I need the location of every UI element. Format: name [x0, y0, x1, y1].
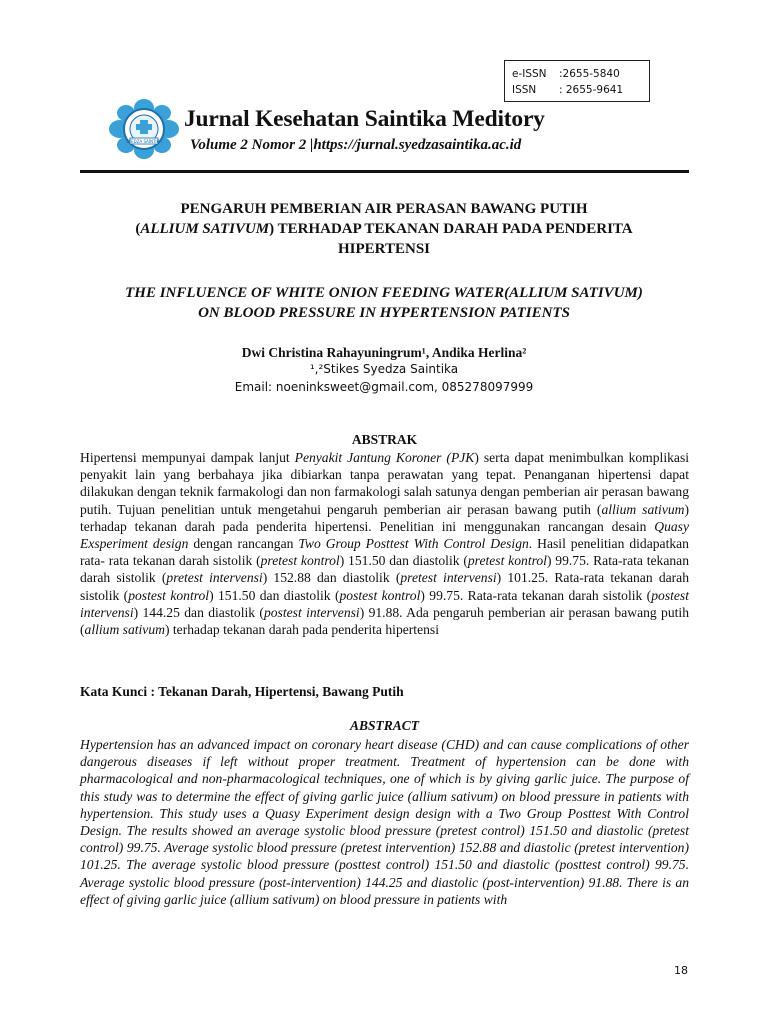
issn-box — [504, 60, 650, 102]
title-id-line1: PENGARUH PEMBERIAN AIR PERASAN BAWANG PUTIH — [180, 201, 588, 217]
abstract-body: Hypertension has an advanced impact on coronary heart disease (CHD) and can cause complications of other dangerous diseases if left without proper treatment. Treatment of hypertension can be done with pharmacological and non-pharmacological techniques, one of which is by giving garlic juice. The purpose of this study was to determine the effect of giving garlic juice (allium sativum) on blood pressure in patients with hypertension. This study uses a Quasy Experiment design design with a Two Group Posttest With Control Design. The results showed an average systolic blood pressure (pretest control) 151.50 and diastolic (pretest control) 99.75. Average systolic blood pressure (pretest intervention) 152.88 and diastolic (pretest intervention) 101.25. The average systolic blood pressure (posttest control) 151.50 and diastolic (posttest control) 99.75. Average systolic blood pressure (post-intervention) 144.25 and diastolic (post-intervention) 91.88. There is an effect of giving garlic juice (allium sativum) on blood pressure in patients with — [80, 737, 689, 907]
article-title-indonesian — [96, 199, 672, 259]
journal-title: Jurnal Kesehatan Saintika Meditory — [184, 106, 545, 132]
keywords: Kata Kunci : Tekanan Darah, Hipertensi, Bawang Putih — [80, 684, 404, 699]
issn-row — [512, 82, 642, 98]
abstrak-heading: ABSTRAK — [351, 432, 418, 447]
page-number: 18 — [674, 964, 688, 977]
header-divider — [80, 170, 689, 173]
journal-subtitle: Volume 2 Nomor 2 |https://jurnal.syedzasaintika.ac.id — [190, 137, 522, 153]
authors: Dwi Christina Rahayuningrum¹, Andika Herlina² — [241, 345, 527, 360]
article-title-english — [96, 283, 672, 323]
affiliation: ¹,²Stikes Syedza Saintika — [309, 362, 459, 376]
abstract-heading: ABSTRACT — [349, 718, 420, 733]
issn-value: : 2655-9641 — [559, 84, 624, 96]
journal-logo — [108, 98, 180, 160]
title-en-line2: ON BLOOD PRESSURE IN HYPERTENSION PATIENTS — [198, 305, 570, 321]
title-id-line3: HIPERTENSI — [338, 241, 430, 257]
journal-logo-icon — [108, 98, 180, 160]
abstrak-body: Hipertensi mempunyai dampak lanjut Penyakit Jantung Koroner (PJK) serta dapat menimbulkan komplikasi penyakit lain yang berbahaya jika dibiarkan tanpa perawatan yang tepat. Penanganan hipertensi dapat dilakukan dengan teknik farmakologi dan non farmakologi salah satunya dengan pemberian air perasan bawang putih. Tujuan penelitian untuk mengetahui pengaruh pemberian air perasan bawang putih (allium sativum) terhadap tekanan darah pada penderita hipertensi. Penelitian ini menggunakan rancangan desain Quasy Exsperiment design dengan rancangan Two Group Posttest With Control Design. Hasil penelitian didapatkan rata- rata tekanan darah sistolik (pretest kontrol) 151.50 dan diastolik (pretest kontrol) 99.75. Rata-rata tekanan darah sistolik (pretest intervensi) 152.88 dan diastolik (pretest intervensi) 101.25. Rata-rata tekanan darah sistolik (postest kontrol) 151.50 dan diastolik (postest kontrol) 99.75. Rata-rata tekanan darah sistolik (postest intervensi) 144.25 dan diastolik (postest intervensi) 91.88. Ada pengaruh pemberian air perasan bawang putih (allium sativum) terhadap tekanan darah pada penderita hipertensi — [80, 450, 690, 638]
title-en-line1: THE INFLUENCE OF WHITE ONION FEEDING WATER(ALLIUM SATIVUM) — [125, 285, 643, 301]
eissn-label: e-ISSN — [512, 68, 547, 80]
eissn-value: :2655-5840 — [559, 68, 620, 80]
contact-email: Email: noeninksweet@gmail.com, 085278097999 — [234, 380, 534, 394]
logo-text: SYEDZA SAINTIKA — [126, 138, 162, 144]
eissn-row — [512, 66, 642, 82]
issn-label: ISSN — [512, 84, 537, 96]
title-id-line2: (ALLIUM SATIVUM) TERHADAP TEKANAN DARAH PADA PENDERITA — [135, 221, 633, 237]
